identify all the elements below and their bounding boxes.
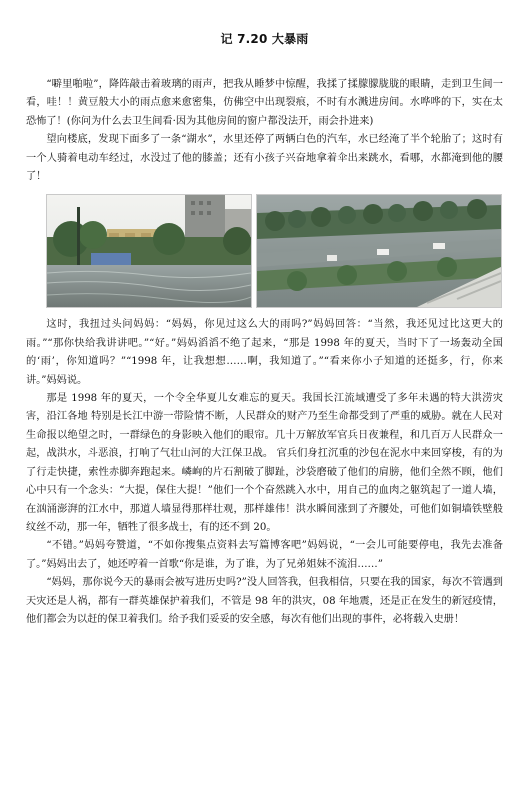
paragraph-1: “噼里啪啦”，降阵敲击着玻璃的雨声，把我从睡梦中惊醒，我揉了揉朦朦胧胧的眼睛，走到卫生间一看，哇！！黄豆般大小的雨点愈来愈密集，仿佛空中出现裂痕，不时有水溅进房间。水哗哗的下，实在太恐怖了！(你问为什么去卫生间看·因为其他房间的窗户都没法开，雨会扑进来) <box>26 79 503 127</box>
paragraph-6: “妈妈，那你说今天的暴雨会被写进历史吗?”没人回答我，但我相信，只要在我的国家，每次不管遇到天灾还是人祸，都有一群英雄保护着我们，不管是 98 年的洪灾，08 年地震，还是正在发生的新冠疫情，他们都会为以赶的保卫着我们。给予我们妥妥的安全感，每次有他们出现的事件，必将载入史册！ <box>26 577 503 625</box>
flooded-road-aerial-illustration <box>257 195 501 307</box>
photo-row <box>26 194 503 306</box>
paragraph-3: 这时，我扭过头问妈妈：“妈妈，你见过这么大的雨吗?”妈妈回答：“当然，我还见过比这更大的雨。”“那你快给我讲讲吧。”“好。”妈妈滔滔不绝了起来，“那是 1998 年的夏天，当时下了一场轰动全国的‘雨’，你知道吗？”“1998 年，让我想想……啊，我知道了。”“看来你小子知道的还挺多，行，你来讲。”妈妈说。 <box>26 319 503 386</box>
flooded-street-illustration <box>47 195 251 307</box>
paragraph-2: 望向楼底，发现下面多了一条“湖水”，水里还停了两辆白色的汽车，水已经淹了半个轮胎了；这时有一个人骑着电动车经过，水没过了他的膝盖；还有小孩子兴奋地拿着伞出来跳水，看哪，水都淹到他的腰了！ <box>26 134 503 183</box>
page-title <box>26 0 503 76</box>
flooded-road-aerial-photo <box>256 194 502 308</box>
paragraph-5: “不错。”妈妈夸赞道，“不如你搜集点资料去写篇博客吧”妈妈说，“一会儿可能要停电，我先去准备了。”妈妈出去了，她还哼着一首歌“你是谁，为了谁，为了兄弟姐妹不流泪……” <box>26 540 503 570</box>
flooded-street-photo <box>46 194 252 308</box>
paragraph-4: 那是 1998 年的夏天，一个令全华夏儿女难忘的夏天。我国长江流域遭受了多年未遇的特大洪涝灾害，沿江各地 特别是长江中游一带险情不断，人民群众的财产乃至生命都受到了严重的威胁。就在人民对生命报以绝望之时，一群绿色的身影映入他们的眼帘。几十万解放军官兵日夜兼程，和几百万人民群众一起，战洪水，斗恶浪，打响了气壮山河的大江保卫战。 官兵们身扛沉重的沙包在泥水中来回穿梭，有的为了行走快捷，索性赤脚奔跑起来。嶙峋的片石割破了脚趾，沙袋磨破了他们的肩膀，他们全然不顾，他们心中只有一个念头：“大提，保住大提！”他们一个个奋然跳入水中，用自己的血肉之躯筑起了一道人墙，在汹涌澎湃的江水中，那道人墙显得那样壮观，那样雄伟！洪水瞬间涨到了齐腰处，可他们如铜墙铁壁般纹丝不动，那一年，牺牲了很多战士，有的还不到 20。 <box>26 393 503 533</box>
title-text: 记 7.20 大暴雨 <box>220 32 309 46</box>
